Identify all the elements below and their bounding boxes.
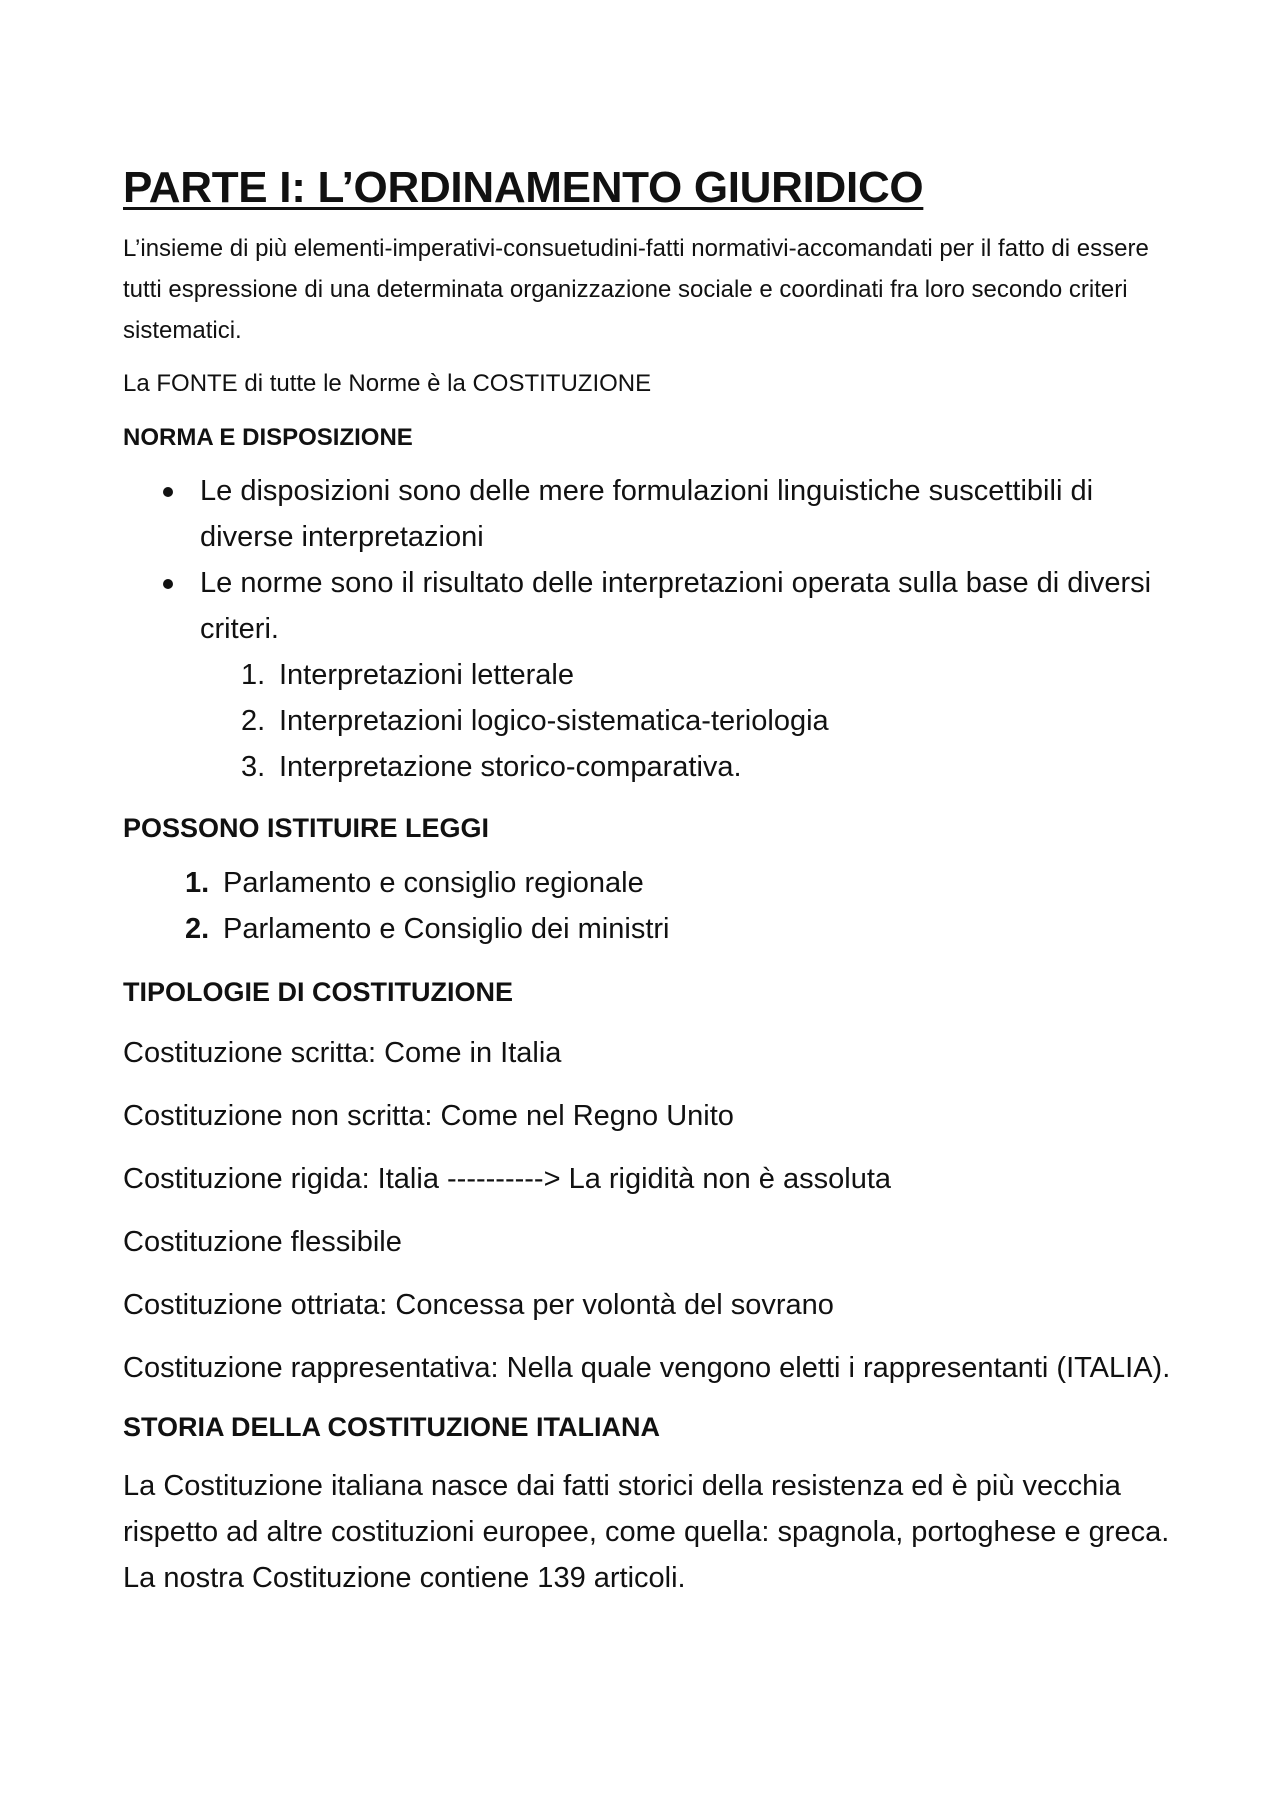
document-page <box>123 158 1173 1601</box>
tipologia-row: Costituzione rigida: Italia ----------> La rigidità non è assoluta <box>123 1163 892 1195</box>
tipologia-row: Costituzione rappresentativa: Nella quale vengono eletti i rappresentanti (ITALIA). <box>123 1352 1171 1384</box>
bullet-icon <box>163 579 173 589</box>
section-heading-storia: STORIA DELLA COSTITUZIONE ITALIANA <box>123 1412 660 1442</box>
tipologia-row: Costituzione non scritta: Come nel Regno Unito <box>123 1100 734 1132</box>
list-item: 1. Parlamento e consiglio regionale <box>185 867 644 899</box>
leggi-list <box>123 860 1173 952</box>
section-heading-tipologie: TIPOLOGIE DI COSTITUZIONE <box>123 977 514 1007</box>
section-heading-leggi: POSSONO ISTITUIRE LEGGI <box>123 813 490 843</box>
list-item: 2. Parlamento e Consiglio dei ministri <box>185 913 670 945</box>
tipologia-row: Costituzione ottriata: Concessa per volontà del sovrano <box>123 1289 834 1321</box>
tipologia-row: Costituzione scritta: Come in Italia <box>123 1037 562 1069</box>
tipologia-row: Costituzione flessibile <box>123 1226 402 1258</box>
norma-bullet-list <box>123 468 1173 652</box>
list-item: Le disposizioni sono delle mere formulazioni linguistiche suscettibili di diverse interpretazioni <box>123 468 1173 560</box>
section-heading-norma: NORMA E DISPOSIZIONE <box>123 424 413 451</box>
list-item: 1. Interpretazioni letterale <box>241 659 574 691</box>
storia-paragraph: La Costituzione italiana nasce dai fatti storici della resistenza ed è più vecchia rispetto ad altre costituzioni europee, come quella: spagnola, portoghese e greca. La nostra Costituzione contiene 139 articoli. <box>123 1470 1170 1594</box>
list-item: 2. Interpretazioni logico-sistematica-teriologia <box>241 705 829 737</box>
intro-paragraph: L’insieme di più elementi-imperativi-consuetudini-fatti normativi-accomandati per il fatto di essere tutti espressione di una determinata organizzazione sociale e coordinati fra loro secondo criteri sistematici. <box>123 235 1149 344</box>
list-item: Le norme sono il risultato delle interpretazioni operata sulla base di diversi criteri. <box>123 560 1173 652</box>
criteria-list <box>123 652 1173 790</box>
page-title: PARTE I: L’ORDINAMENTO GIURIDICO <box>123 163 924 212</box>
list-item: 3. Interpretazione storico-comparativa. <box>241 751 742 783</box>
fonte-paragraph: La FONTE di tutte le Norme è la COSTITUZIONE <box>123 370 652 397</box>
bullet-icon <box>163 487 173 497</box>
